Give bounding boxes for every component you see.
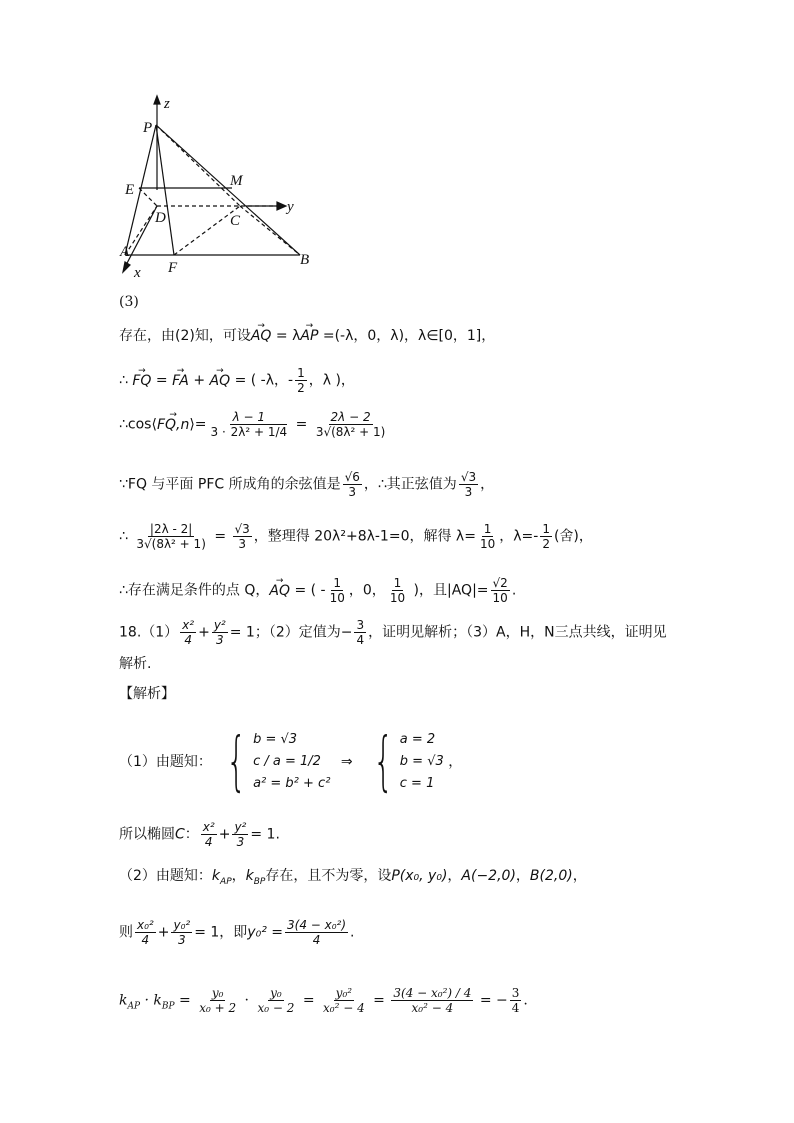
label-F: F (168, 260, 178, 276)
part3-line6: ∴存在满足条件的点 Q，→ AQ = ( - $\frac{1}{10}$ ，0， $\frac{1}{10}$ )，且|AQ|= $\frac{√2}{10}$ . (119, 576, 516, 605)
q18-answer-line1: 18.（1） $\frac{\text{x²}}{4}$ + $\frac{\text{y²}}{3}$ = 1；（2）定值为− $\frac{3}{4}$ ，证明见解析；（3）A，H，N三点共线，证明见 (119, 618, 667, 647)
label-z: z (164, 96, 170, 112)
label-C: C (230, 213, 241, 229)
pyramid-figure (112, 92, 332, 287)
part3-line5: ∴ $\frac{|2\lambda - 2|}{\text{3√(8λ² + 1)}}$ = $\frac{√3}{3}$ ，整理得 20λ²+8λ-1=0，解得 λ= $\frac{1}{10}$ ，λ=- $\frac{1}{2}$ (舍)， (119, 522, 593, 551)
q18-part1-system: （1）由题知： { b = √3 c / a = 1/2 a² = b² + c² ⇒ { a = 2 b = √3 c = 1 ， (119, 725, 463, 799)
y-arrow (277, 202, 286, 210)
label-D: D (155, 210, 166, 226)
part3-line2: ∴ → FQ = → FA + → AQ = ( -λ，- $\frac{1}{2}$ ，λ )， (119, 366, 355, 395)
z-arrow (154, 96, 160, 104)
part3-line4: ∵FQ 与平面 PFC 所成角的余弦值是 $\frac{√6}{3}$ ，∴其正弦值为 $\frac{√3}{3}$ ， (119, 470, 495, 499)
part3-line3: ∴cos⟨→ FQ,n⟩= $\frac{\lambda - 1}{\text{3 · 2λ² + 1/4}}$ = $\frac{2\lambda - 2}{\text{3√(8λ² + 1)}}$ (119, 410, 389, 439)
label-E: E (125, 182, 135, 198)
q18-answer-line2: 解析. (119, 656, 152, 672)
label-A: A (120, 244, 130, 260)
label-P: P (143, 120, 153, 136)
label-y: y (287, 199, 294, 215)
q18-part2-line2: 则 $\frac{\text{x₀²}}{4}$ + $\frac{\text{y₀²}}{3}$ = 1，即y₀² = $\frac{\text{3(4 − x₀²)}}{4}$ . (119, 918, 355, 947)
analysis-heading: 【解析】 (119, 686, 175, 702)
system-right: { a = 2 b = √3 c = 1 (373, 725, 444, 799)
q18-part1-result: 所以椭圆C： $\frac{\text{x²}}{4}$ + $\frac{\text{y²}}{3}$ = 1. (119, 820, 280, 849)
q18-part2-line1: （2）由题知：$k_{AP}$，$k_{BP}$存在，且不为零，设P(x₀, y₀)，A(−2,0)，B(2,0)， (119, 868, 587, 887)
label-M: M (230, 173, 243, 189)
label-x: x (134, 265, 141, 281)
part3-line1: 存在，由(2)知，可设→ AQ = λ→ AP =(-λ，0，λ)，λ∈[0，1]， (119, 326, 495, 346)
system-left: { b = √3 c / a = 1/2 a² = b² + c² (226, 725, 331, 799)
x-arrow (123, 262, 130, 272)
part3-label: (3) (119, 294, 139, 310)
label-B: B (300, 252, 310, 268)
q18-part2-line3: $k_{AP} \cdot k_{BP}$ = $\frac{\text{y₀}}{\text{x₀ + 2}}$ · $\frac{\text{y₀}}{\text{x₀ − 2}}$ = $\frac{\text{y₀²}}{\text{x₀² − 4}}$ = $\frac{\text{3(4 − x₀²) / 4}}{\text{x₀² − 4}}$ = − $\frac{3}{4}$ . (119, 986, 528, 1015)
